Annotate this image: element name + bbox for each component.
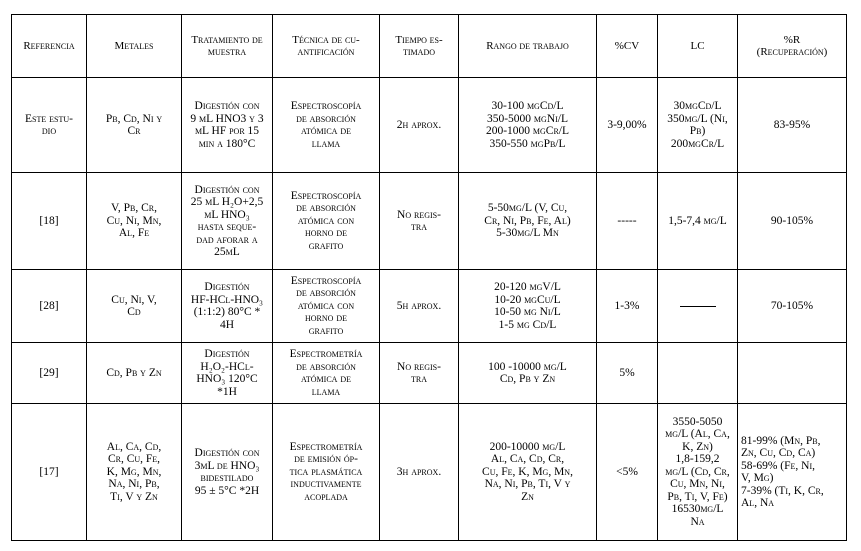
cell-treatment: Digestión con 3mL de HNO₃ bidestilado 95 ± 5°C *2H (182, 404, 273, 541)
cell-technique: Espectroscopía de absorción atómica con horno de grafito (273, 270, 380, 343)
cell-cv: 5% (597, 343, 658, 404)
cell-time: No regis- tra (380, 173, 459, 270)
cell-metals: Al, Ca, Cd, Cr, Cu, Fe, K, Mg, Mn, Na, Ni, Pb, Ti, V y Zn (87, 404, 182, 541)
cell-recovery: 90-105% (738, 173, 847, 270)
cell-treatment: Digestión con 9 mL HNO3 y 3 mL HF por 15 min a 180°C (182, 78, 273, 173)
header-recovery: %R (Recuperación) (738, 15, 847, 78)
cell-recovery: 81-99% (Mn, Pb, Zn, Cu, Cd, Ca) 58-69% (Fe, Ni, V, Mg) 7-39% (Ti, K, Cr, Al, Na (738, 404, 847, 541)
cell-technique: Espectroscopía de absorción atómica de llama (273, 78, 380, 173)
cell-recovery: 70-105% (738, 270, 847, 343)
cell-treatment: Digestión con 25 mL H₂O+2,5 mL HNO₃ hasta seque- dad aforar a 25mL (182, 173, 273, 270)
empty-value-line (680, 306, 716, 307)
cell-technique: Espectrometría de absorción atómica de llama (273, 343, 380, 404)
cell-reference: [18] (12, 173, 87, 270)
cell-treatment: Digestión H₂O₂-HCl- HNO₃ 120°C *1H (182, 343, 273, 404)
table-row (12, 270, 847, 343)
comparison-table (11, 14, 847, 541)
header-treatment: Tratamiento de muestra (182, 15, 273, 78)
cell-metals: Cd, Pb y Zn (87, 343, 182, 404)
cell-lc: 30µgCd/L 350µg/L (Ni, Pb) 200µgCr/L (658, 78, 738, 173)
header-reference: Referencia (12, 15, 87, 78)
cell-metals: V, Pb, Cr, Cu, Ni, Mn, Al, Fe (87, 173, 182, 270)
cell-range: 100 -10000 µg/L Cd, Pb y Zn (459, 343, 597, 404)
cell-lc: 3550-5050 µg/L (Al, Ca, K, Zn) 1,8-159,2 µg/L (Cd, Cr, Cu, Mn, Ni, Pb, Ti, V, Fe) 16530µg/L Na (658, 404, 738, 541)
cell-range: 5-50µg/L (V, Cu, Cr, Ni, Pb, Fe, Al) 5-30µg/L Mn (459, 173, 597, 270)
cell-cv: 3-9,00% (597, 78, 658, 173)
cell-cv: 1-3% (597, 270, 658, 343)
header-cv: %CV (597, 15, 658, 78)
cell-lc (658, 270, 738, 343)
cell-lc: 1,5-7,4 µg/L (658, 173, 738, 270)
cell-time: 2h aprox. (380, 78, 459, 173)
table-row (12, 343, 847, 404)
cell-recovery: 83-95% (738, 78, 847, 173)
cell-cv: <5% (597, 404, 658, 541)
table-row (12, 404, 847, 541)
header-technique: Técnica de cu- antificación (273, 15, 380, 78)
cell-time: No regis- tra (380, 343, 459, 404)
cell-metals: Pb, Cd, Ni y Cr (87, 78, 182, 173)
table-row (12, 173, 847, 270)
header-row (12, 15, 847, 78)
cell-treatment: Digestión HF-HCl-HNO₃ (1:1:2) 80°C * 4H (182, 270, 273, 343)
cell-metals: Cu, Ni, V, Cd (87, 270, 182, 343)
header-range: Rango de trabajo (459, 15, 597, 78)
cell-reference: Este estu- dio (12, 78, 87, 173)
cell-technique: Espectrometría de emisión óp- tica plasmática inductivamente acoplada (273, 404, 380, 541)
cell-lc (658, 343, 738, 404)
cell-time: 3h aprox. (380, 404, 459, 541)
cell-cv: ----- (597, 173, 658, 270)
cell-reference: [29] (12, 343, 87, 404)
table-row (12, 78, 847, 173)
header-lc: LC (658, 15, 738, 78)
cell-range: 30-100 µgCd/L 350-5000 µgNi/L 200-1000 µgCr/L 350-550 µgPb/L (459, 78, 597, 173)
cell-time: 5h aprox. (380, 270, 459, 343)
cell-range: 20-120 µgV/L 10-20 µgCu/L 10-50 µg Ni/L 1-5 µg Cd/L (459, 270, 597, 343)
cell-technique: Espectroscopía de absorción atómica con horno de grafito (273, 173, 380, 270)
header-time: Tiempo es- timado (380, 15, 459, 78)
cell-range: 200-10000 µg/L Al, Ca, Cd, Cr, Cu, Fe, K, Mg, Mn, Na, Ni, Pb, Ti, V y Zn (459, 404, 597, 541)
cell-recovery (738, 343, 847, 404)
header-metals: Metales (87, 15, 182, 78)
cell-reference: [28] (12, 270, 87, 343)
cell-reference: [17] (12, 404, 87, 541)
